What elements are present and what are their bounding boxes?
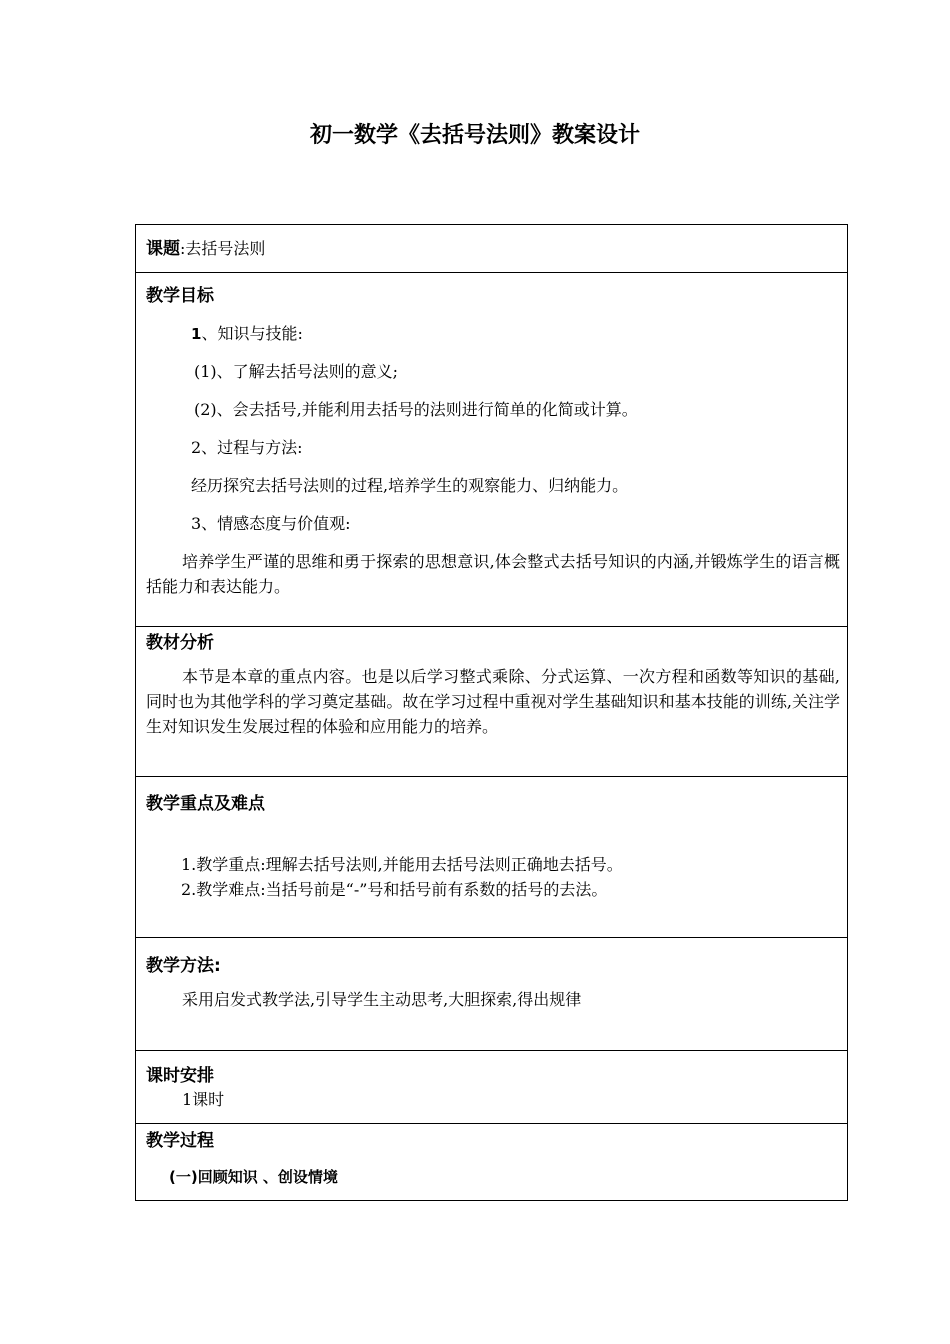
schedule-row [136, 1051, 847, 1124]
objective-1-sub-1: (1)、了解去括号法则的意义; [194, 362, 399, 381]
objective-3-title: 3、情感态度与价值观: [191, 514, 351, 533]
objective-2-title: 2、过程与方法: [191, 438, 303, 457]
topic-value: 去括号法则 [185, 239, 266, 258]
keypoint-2: 2.教学难点:当括号前是“-”号和括号前有系数的括号的去法。 [181, 880, 608, 899]
process-heading: 教学过程 [146, 1131, 214, 1151]
analysis-heading: 教材分析 [146, 633, 214, 653]
topic-label: 课题 [146, 239, 180, 259]
keypoints-row [136, 777, 847, 938]
analysis-text: 本节是本章的重点内容。也是以后学习整式乘除、分式运算、一次方程和函数等知识的基础,同时也为其他学科的学习奠定基础。故在学习过程中重视对学生基础知识和基本技能的训练,关注学生对知识发生发展过程的体验和应用能力的培养。 [146, 667, 840, 736]
objective-3-text: 培养学生严谨的思维和勇于探索的思想意识,体会整式去括号知识的内涵,并锻炼学生的语言概括能力和表达能力。 [146, 552, 840, 596]
lesson-plan-table [135, 224, 848, 1201]
method-heading: 教学方法: [146, 956, 221, 976]
objective-1-sub-2: (2)、会去括号,并能利用去括号的法则进行简单的化简或计算。 [194, 400, 638, 419]
method-text: 采用启发式教学法,引导学生主动思考,大胆探索,得出规律 [182, 990, 582, 1009]
objectives-row [136, 273, 847, 627]
keypoints-heading: 教学重点及难点 [146, 794, 265, 814]
objective-1-title [191, 323, 303, 345]
topic-row [136, 225, 847, 273]
process-step-1: (一)回顾知识 、创设情境 [169, 1168, 338, 1186]
schedule-value: 1课时 [182, 1090, 225, 1109]
objective-2-text: 经历探究去括号法则的过程,培养学生的观察能力、归纳能力。 [191, 476, 629, 495]
topic-line [146, 238, 265, 260]
schedule-heading: 课时安排 [146, 1066, 214, 1086]
objectives-heading: 教学目标 [146, 286, 214, 306]
topic-separator: : [180, 239, 186, 258]
method-row [136, 938, 847, 1051]
document-title: 初一数学《去括号法则》教案设计 [309, 123, 640, 148]
process-row [136, 1124, 847, 1200]
keypoint-1: 1.教学重点:理解去括号法则,并能用去括号法则正确地去括号。 [181, 855, 623, 874]
analysis-row [136, 627, 847, 777]
objective-1-label: 、知识与技能: [201, 324, 303, 343]
objective-1-number: 1 [191, 325, 202, 343]
